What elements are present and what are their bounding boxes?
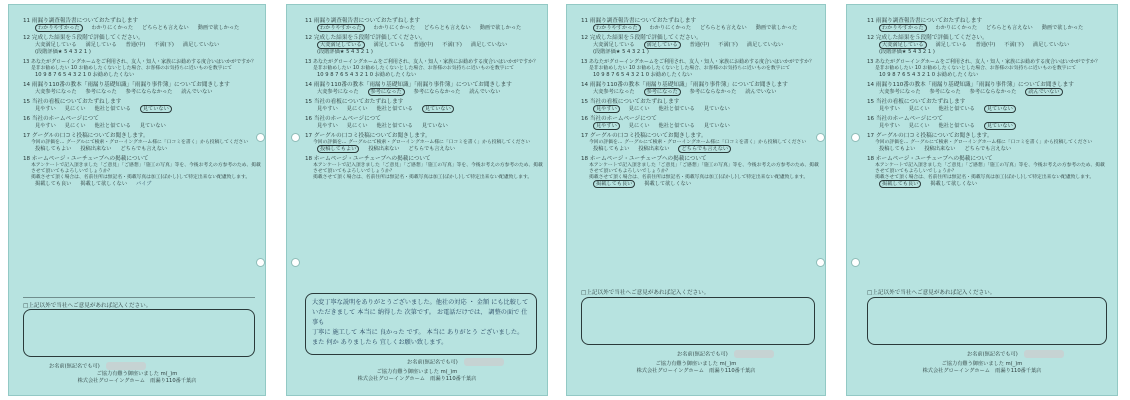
punch-hole — [291, 133, 300, 142]
comment-box[interactable] — [23, 309, 255, 357]
punch-hole — [256, 258, 265, 267]
survey-sheet-4: 11 雨漏り調査報告書についておたずねします わかりやすかった わかりにくかった どちらとも言えない 動画で欲しかった 12 完成した結果を５段階で評価してください。 大変満足している 満足している 普通(中) 不満(下) 満足していない (段階評価★ 5 4 3 2 1 ) 13 あなたがグローイングホームをご利用され、友人・知人・家族にお勧めする度合いはいかがですか？ 是非お勧めしたい 10 お勧めしたくないとした場合、お客様のお気持ちに近いものを数字にて 10 9 8 7 6 5 4 3 2 1 0 お勧めしたくない 14 雨漏り110番の教本「雨漏り基礎知識」「雨漏り事件簿」についてお聞きします 大変参考になった 参考になった 参考にならなかった 読んでいない 15 当社の看板についておたずねします 見やすい 見にくい 他社と似ている 見ていない 16 当社のホームページにつて 見やすい 見にくい 他社と似ている 見ていない 17 グーグルの口コミ投稿についてお聞きします。 今回の評価を… グーグルにて検索・グローイングホーム様に「口コミを書く」から投稿してください 投稿してもよい 投稿出来ない どちらでも言えない 18 ホームページ・ユーチューブへの掲載について 本アンケートで記入頂きました「ご意見」「ご感想」「施工の写真」等を、今後お考えの方参考のため、掲載 させて頂いてもよろしいでしょうか？ 掲載させて頂く場合は、名前住所は無記名・掲載写真は加工(ぼかし)して特定出来ない配慮致します。 掲載しても良い 掲載して欲しくない □上記以外で当社へご意見があれば記入ください。 お名前(無記名でも可) ご協力有難う御座いました m(_)m 株式会社グローイングホーム 雨漏り110番千葉店 — [846, 4, 1118, 396]
question-13: 13 あなたがグローイングホームをご利用され、友人・知人・家族にお勧めする度合いはいかがですか？ — [23, 59, 257, 65]
comment-label: □上記以外で当社へご意見があれば記入ください。 — [23, 303, 152, 309]
comment-box[interactable] — [867, 297, 1107, 345]
q11-options: わかりやすかった わかりにくかった どちらとも言えない 動画で欲しかった — [23, 25, 255, 32]
survey-sheet-2: 11 雨漏り調査報告書についておたずねします わかりやすかった わかりにくかった どちらとも言えない 動画で欲しかった 12 完成した結果を５段階で評価してください。 大変満足している 満足している 普通(中) 不満(下) 満足していない (段階評価★ 5 4 3 2 1 ) 13 あなたがグローイングホームをご利用され、友人・知人・家族にお勧めする度合いはいかがですか？ 是非お勧めしたい 10 お勧めしたくないとした場合、お客様のお気持ちに近いものを数字にて 10 9 8 7 6 5 4 3 2 1 0 お勧めしたくない 14 雨漏り110番の教本「雨漏り基礎知識」「雨漏り事件簿」についてお聞きします 大変参考になった 参考になった 参考にならなかった 読んでいない 15 当社の看板についておたずねします 見やすい 見にくい 他社と似ている 見ていない 16 当社のホームページにつて 見やすい 見にくい 他社と似ている 見ていない 17 グーグルの口コミ投稿についてお聞きします。 今回の評価を… グーグルにて検索・グローイングホーム様に「口コミを書く」から投稿してください 投稿してもよい 投稿出来ない どちらでも言えない 18 ホームページ・ユーチューブへの掲載について 本アンケートで記入頂きました「ご意見」「ご感想」「施工の写真」等を、今後お考えの方参考のため、掲載 させて頂いてもよろしいでしょうか？ 掲載させて頂く場合は、名前住所は無記名・掲載写真は加工(ぼかし)して特定出来ない配慮致します。 大変丁寧な説明をありがとうございました。他社の対応 ・ 金額 にも比較して いただきまして 本当に 納得した 次第です。 お電話だけでは、 調整の面で 仕事も 丁寧に 施工して 本当に 良かった です。 本当に ありがとう ございました。 また 何か ありましたら 宜しくお願い致します。 お名前(無記名でも可) ご協力有難う御座いました m(_)m 株式会社グローイングホーム 雨漏り110番千葉店 — [286, 4, 548, 396]
comment-box[interactable] — [581, 297, 815, 345]
punch-hole — [816, 133, 825, 142]
handwritten-sign: バイブ — [136, 181, 152, 187]
question-11: 11 雨漏り調査報告書についておたずねします — [23, 18, 139, 24]
survey-sheet-1: 11 雨漏り調査報告書についておたずねします わかりやすかった わかりにくかった どちらとも言えない 動画で欲しかった 12 完成した結果を５段階で評価してください。 大変満足している 満足している 普通(中) 不満(下) 満足していない (段階評価★ 5 4 3 2 1 ) 13 あなたがグローイングホームをご利用され、友人・知人・家族にお勧めする度合いはいかがですか？ 是非お勧めしたい 10 お勧めしたくないとした場合、お客様のお気持ちに近いものを数字にて 10 9 8 7 6 5 4 3 2 1 0 お勧めしたくない 14 雨漏り110番の教本「雨漏り基礎知識」「雨漏り事件簿」についてお聞きします 大変参考になった 参考になった 参考にならなかった 読んでいない 15 当社の看板についておたずねします 見やすい 見にくい 他社と似ている 見ていない 16 当社のホームページにつて 見やすい 見にくい 他社と似ている 見ていない 17 グーグルの口コミ投稿についてお聞きします。 今回の評価を… グーグルにて検索・グローイングホーム様に「口コミを書く」から投稿してください 投稿してもよい 投稿出来ない どちらでも言えない 18 ホームページ・ユーチューブへの掲載について 本アンケートで記入頂きました「ご意見」「ご感想」「施工の写真」等を、今後お考えの方参考のため、掲載 させて頂いてもよろしいでしょうか？ 掲載させて頂く場合は、名前住所は無記名・掲載写真は加工(ぼかし)して特定出来ない配慮致します。 掲載しても良い 掲載して欲しくない バイブ □上記以外で当社へご意見があれば記入ください。 お名前(無記名でも可) ご協力有難う御座いました m(_)m 株式会社グローイングホーム 雨漏り110番千葉店 — [8, 4, 266, 396]
punch-hole — [851, 258, 860, 267]
question-12: 12 完成した結果を５段階で評価してください。 — [23, 35, 144, 41]
question-14: 14 雨漏り110番の教本「雨漏り基礎知識」「雨漏り事件簿」についてお聞きします — [23, 82, 230, 88]
question-15: 15 当社の看板についておたずねします — [23, 99, 122, 105]
survey-sheet-3: 11 雨漏り調査報告書についておたずねします わかりやすかった わかりにくかった どちらとも言えない 動画で欲しかった 12 完成した結果を５段階で評価してください。 大変満足している 満足している 普通(中) 不満(下) 満足していない (段階評価★ 5 4 3 2 1 ) 13 あなたがグローイングホームをご利用され、友人・知人・家族にお勧めする度合いはいかがですか？ 是非お勧めしたい 10 お勧めしたくないとした場合、お客様のお気持ちに近いものを数字にて 10 9 8 7 6 5 4 3 2 1 0 お勧めしたくない 14 雨漏り110番の教本「雨漏り基礎知識」「雨漏り事件簿」についてお聞きします 大変参考になった 参考になった 参考にならなかった 読んでいない 15 当社の看板についておたずねします 見やすい 見にくい 他社と似ている 見ていない 16 当社のホームページにつて 見やすい 見にくい 他社と似ている 見ていない 17 グーグルの口コミ投稿についてお聞きします。 今回の評価を… グーグルにて検索・グローイングホーム様に「口コミを書く」から投稿してください 投稿してもよい 投稿出来ない どちらでも言えない 18 ホームページ・ユーチューブへの掲載について 本アンケートで記入頂きました「ご意見」「ご感想」「施工の写真」等を、今後お考えの方参考のため、掲載 させて頂いてもよろしいでしょうか？ 掲載させて頂く場合は、名前住所は無記名・掲載写真は加工(ぼかし)して特定出来ない配慮致します。 掲載しても良い 掲載して欲しくない □上記以外で当社へご意見があれば記入ください。 お名前(無記名でも可) ご協力有難う御座いました m(_)m 株式会社グローイングホーム 雨漏り110番千葉店 — [566, 4, 826, 396]
question-16: 16 当社のホームページにつて — [23, 116, 99, 122]
handwritten-comment[interactable]: 大変丁寧な説明をありがとうございました。他社の対応 ・ 金額 にも比較して いただきまして 本当に 納得した 次第です。 お電話だけでは、 調整の面で 仕事も 丁寧に 施工して 本当に 良かった です。 本当に ありがとう ございました。 また 何か ありましたら 宜しくお願い致します。 — [305, 293, 537, 355]
punch-hole — [291, 258, 300, 267]
punch-hole — [851, 133, 860, 142]
question-17: 17 グーグルの口コミ投稿についてお聞きします。 — [23, 133, 149, 139]
name-field: お名前(無記名でも可) — [49, 362, 146, 370]
punch-hole — [816, 258, 825, 267]
punch-hole — [256, 133, 265, 142]
question-18: 18 ホームページ・ユーチューブへの掲載について — [23, 156, 149, 162]
